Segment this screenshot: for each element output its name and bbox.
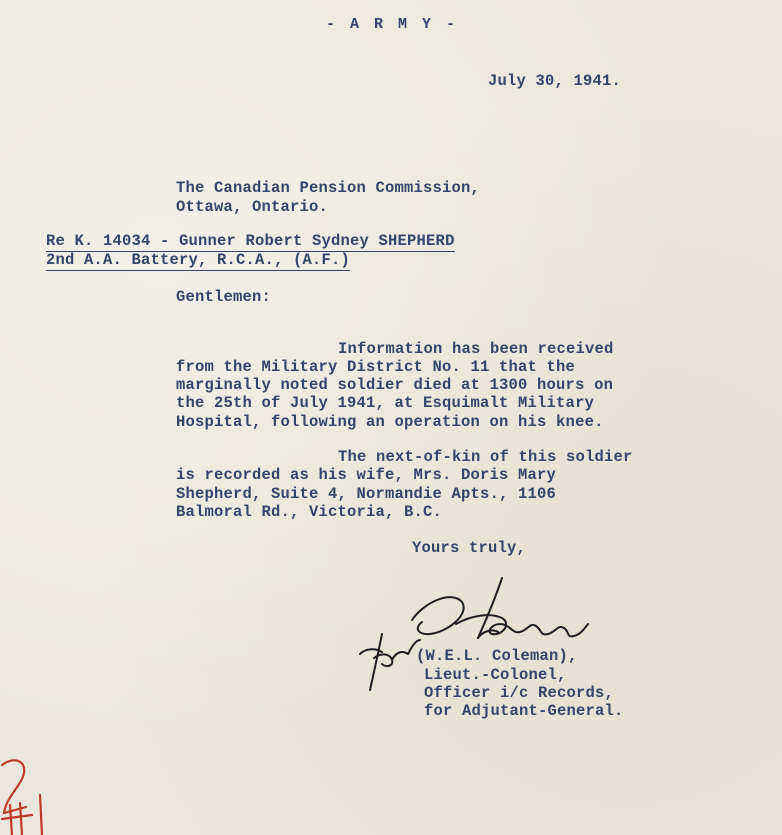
recipient-line-1: The Canadian Pension Commission, [176,179,481,197]
paragraph2-line-4: Balmoral Rd., Victoria, B.C. [176,503,443,521]
paragraph1-line-4: the 25th of July 1941, at Esquimalt Military [176,394,595,412]
reference-line-2: 2nd A.A. Battery, R.C.A., (A.F.) [46,251,351,269]
signature-title: Officer i/c Records, [424,684,615,702]
paragraph2-line-1: The next-of-kin of this soldier [338,448,633,466]
paragraph2-line-2: is recorded as his wife, Mrs. Doris Mary [176,466,557,484]
signature-name: (W.E.L. Coleman), [416,647,578,665]
paragraph1-line-2: from the Military District No. 11 that the [176,358,576,376]
closing: Yours truly, [412,539,527,557]
signature-for: for Adjutant-General. [424,702,624,720]
paragraph1-line-1: Information has been received [338,340,614,358]
paragraph2-line-3: Shepherd, Suite 4, Normandie Apts., 1106 [176,485,557,503]
paragraph1-line-5: Hospital, following an operation on his knee. [176,413,604,431]
signature-rank: Lieut.-Colonel, [424,666,567,684]
reference-line-1: Re K. 14034 - Gunner Robert Sydney SHEPHERD [46,232,455,250]
salutation: Gentlemen: [176,288,272,306]
red-margin-mark [0,735,60,835]
paragraph1-line-3: marginally noted soldier died at 1300 hours on [176,376,614,394]
letter-date: July 30, 1941. [488,72,622,90]
letterhead-army: - A R M Y - [326,16,459,33]
recipient-line-2: Ottawa, Ontario. [176,198,329,216]
